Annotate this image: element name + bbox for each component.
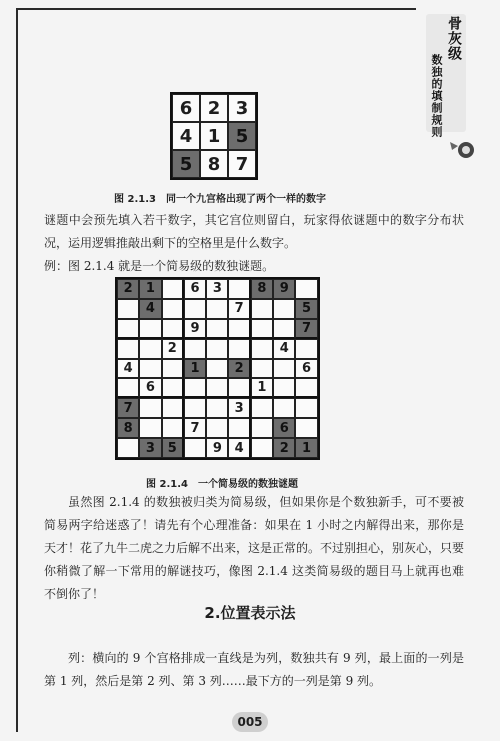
grid-cell: 6 (295, 359, 317, 379)
grid-cell: 8 (200, 150, 228, 178)
grid-cell (295, 418, 317, 438)
grid-cell (139, 398, 161, 418)
grid-cell: 3 (228, 94, 256, 122)
page-number: 005 (232, 712, 268, 732)
grid-cell: 4 (117, 359, 139, 379)
grid-cell (139, 319, 161, 339)
grid-cell: 9 (273, 279, 295, 299)
grid-cell: 2 (117, 279, 139, 299)
grid-cell: 8 (251, 279, 273, 299)
grid-cell: 2 (200, 94, 228, 122)
chapter-subtitle: 数独的填制规则 (430, 54, 443, 138)
grid-cell: 7 (228, 299, 250, 319)
grid-cell (184, 299, 206, 319)
grid-cell: 2 (228, 359, 250, 379)
grid-cell (251, 418, 273, 438)
section-heading: 2.位置表示法 (204, 604, 296, 622)
grid-cell (184, 339, 206, 359)
grid-cell: 3 (206, 279, 228, 299)
grid-cell (251, 299, 273, 319)
grid-cell: 4 (273, 339, 295, 359)
grid-cell: 9 (206, 438, 228, 458)
grid-cell: 4 (139, 299, 161, 319)
grid-cell (251, 359, 273, 379)
grid-cell: 6 (184, 279, 206, 299)
difficulty-level-label: 骨灰级 (446, 16, 462, 61)
grid-cell (139, 359, 161, 379)
grid-cell: 7 (295, 319, 317, 339)
grid-cell: 5 (228, 122, 256, 150)
grid-cell: 7 (228, 150, 256, 178)
grid-cell (273, 319, 295, 339)
grid-cell (162, 299, 184, 319)
grid-cell: 5 (295, 299, 317, 319)
grid-cell (206, 339, 228, 359)
grid-cell (184, 398, 206, 418)
grid-cell (273, 378, 295, 398)
grid-cell (184, 438, 206, 458)
grid-cell (162, 418, 184, 438)
grid-cell (184, 378, 206, 398)
grid-cell (117, 299, 139, 319)
grid-cell: 2 (162, 339, 184, 359)
grid-cell (273, 359, 295, 379)
grid-cell (228, 319, 250, 339)
grid-cell: 1 (184, 359, 206, 379)
grid-cell (251, 398, 273, 418)
grid-cell (228, 418, 250, 438)
chapter-side-tab (416, 14, 478, 164)
grid-cell (228, 339, 250, 359)
figure-caption-2-1-3: 图 2.1.3 同一个九宫格出现了两个一样的数字 (114, 194, 326, 205)
decorative-illustration-icon (448, 136, 478, 160)
paragraph-example: 例：图 2.1.4 就是一个简易级的数独谜题。 (44, 259, 275, 273)
paragraph-intro: 谜题中会预先填入若干数字，其它宫位则留白，玩家得依谜题中的数字分布状况，运用逻辑推敲出剩下的空格里是什么数字。 (44, 213, 464, 250)
grid-cell (117, 339, 139, 359)
sudoku-box-example (170, 92, 258, 180)
grid-cell (117, 319, 139, 339)
grid-cell: 6 (172, 94, 200, 122)
grid-cell: 7 (117, 398, 139, 418)
grid-cell (139, 418, 161, 438)
grid-cell (162, 378, 184, 398)
grid-cell (206, 418, 228, 438)
grid-cell: 6 (273, 418, 295, 438)
grid-cell (117, 378, 139, 398)
grid-cell (295, 398, 317, 418)
grid-cell (206, 378, 228, 398)
grid-cell (228, 378, 250, 398)
grid-cell: 5 (162, 438, 184, 458)
page-border-top (16, 8, 416, 10)
grid-cell (251, 438, 273, 458)
grid-cell (206, 359, 228, 379)
grid-cell: 2 (273, 438, 295, 458)
grid-cell (273, 299, 295, 319)
grid-cell: 9 (184, 319, 206, 339)
grid-cell: 6 (139, 378, 161, 398)
grid-cell: 7 (184, 418, 206, 438)
grid-cell (295, 279, 317, 299)
grid-cell (162, 319, 184, 339)
grid-cell (162, 359, 184, 379)
grid-cell (295, 378, 317, 398)
grid-cell: 4 (172, 122, 200, 150)
grid-cell (295, 339, 317, 359)
grid-cell: 1 (295, 438, 317, 458)
grid-cell (251, 319, 273, 339)
figure-caption-2-1-4: 图 2.1.4 一个简易级的数独谜题 (146, 479, 298, 490)
grid-cell (206, 398, 228, 418)
grid-cell: 8 (117, 418, 139, 438)
grid-cell (162, 398, 184, 418)
grid-cell: 3 (139, 438, 161, 458)
grid-cell: 1 (251, 378, 273, 398)
grid-cell (162, 279, 184, 299)
grid-cell: 3 (228, 398, 250, 418)
grid-cell: 1 (200, 122, 228, 150)
grid-cell (228, 279, 250, 299)
grid-cell (206, 299, 228, 319)
grid-cell: 5 (172, 150, 200, 178)
paragraph-row-definition: 列：横向的 9 个宫格排成一直线是为列，数独共有 9 列，最上面的一列是第 1 列，然后是第 2 列、第 3 列……最下方的一列是第 9 列。 (44, 651, 464, 688)
grid-cell: 4 (228, 438, 250, 458)
grid-cell: 1 (139, 279, 161, 299)
grid-cell (251, 339, 273, 359)
sudoku-puzzle-grid (115, 277, 320, 460)
grid-cell (206, 319, 228, 339)
grid-cell (117, 438, 139, 458)
grid-cell (139, 339, 161, 359)
grid-cell (273, 398, 295, 418)
paragraph-difficulty-note: 虽然图 2.1.4 的数独被归类为简易级，但如果你是个数独新手，可不要被简易两字给迷惑了！请先有个心理准备：如果在 1 小时之内解得出来，那你是天才！花了九牛二虎之力后解不出来，这是正常的。不过别担心，别灰心，只要你稍微了解一下常用的解谜技巧，像图 2.1.4 这类简易级的题目马上就再也难不倒你了！ (44, 495, 465, 601)
